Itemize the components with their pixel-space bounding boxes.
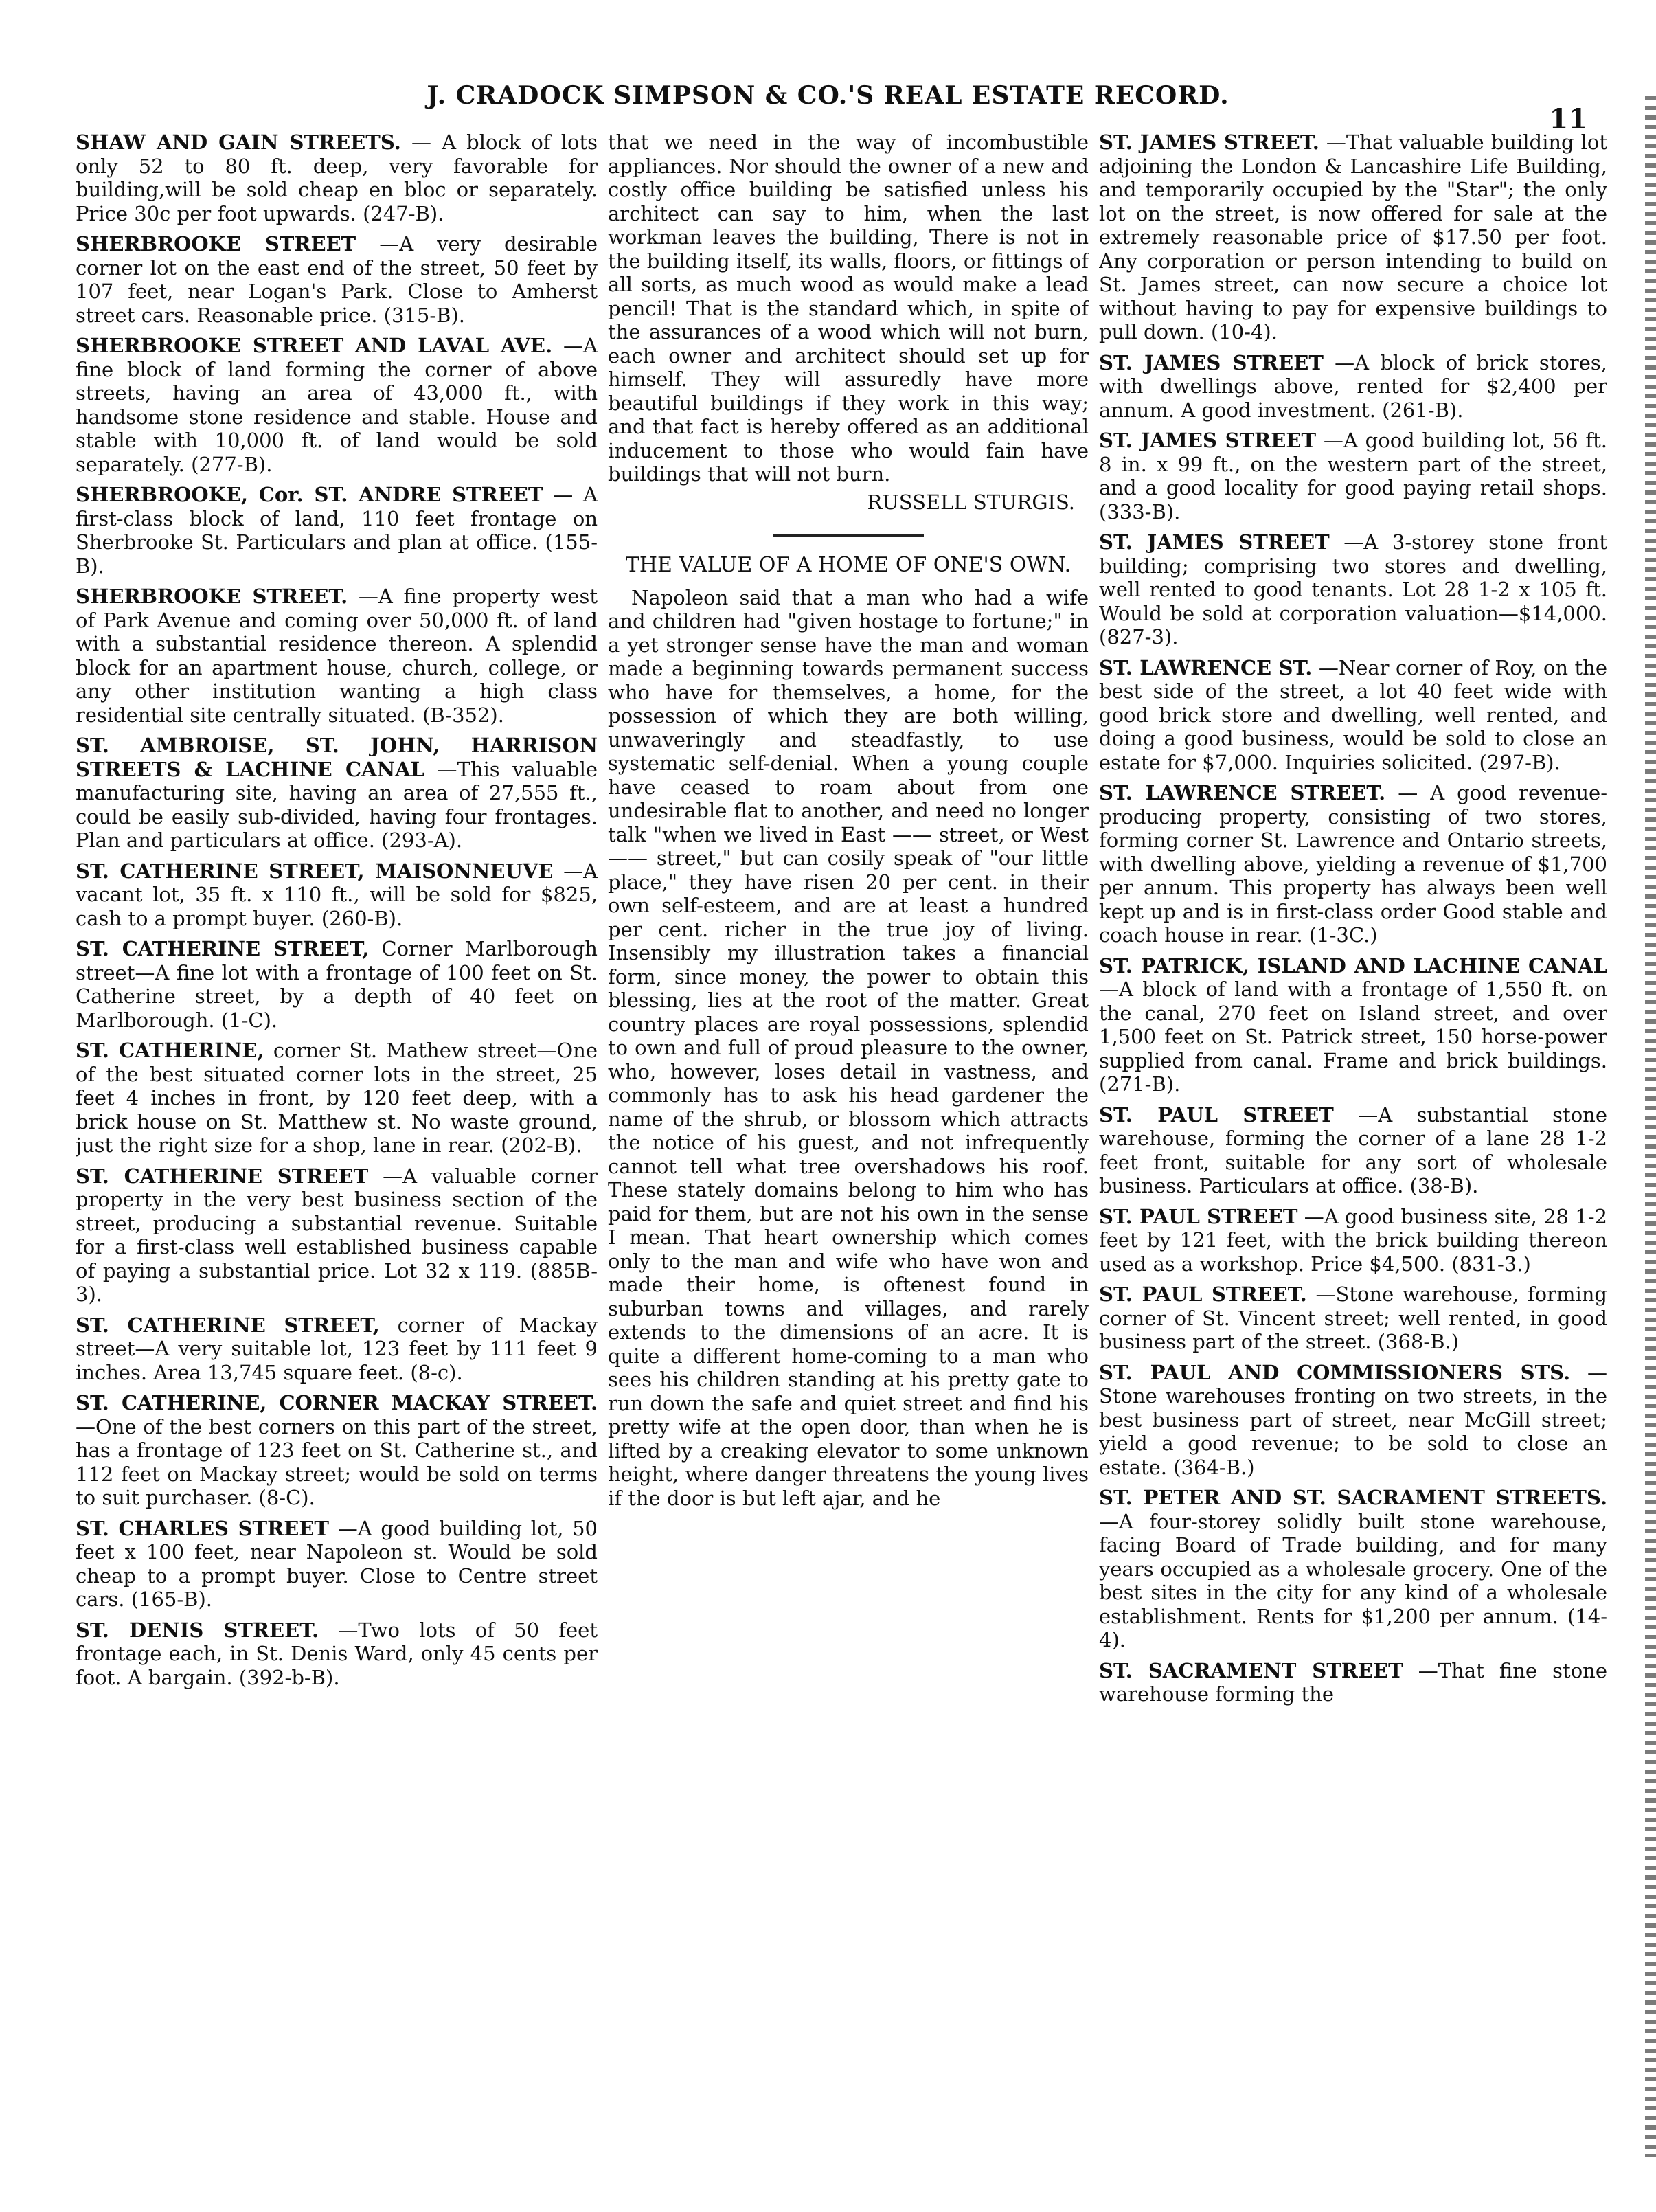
listing-body: —A very desirable corner lot on the east end of the street, 50 feet by 107 feet, near Logan's Park. Close to Amherst street cars. Reasonable price. (315-B).	[76, 232, 598, 327]
listing-heading: ST. CATHERINE, CORNER MACKAY STREET.	[76, 1391, 598, 1414]
listing-heading: ST. PAUL STREET	[1099, 1204, 1298, 1228]
listing-heading: ST. SACRAMENT STREET	[1099, 1658, 1403, 1682]
column-1	[76, 131, 598, 2178]
listing-heading: ST. LAWRENCE ST.	[1099, 655, 1313, 679]
listing-body: —That fine stone warehouse forming the	[1099, 1658, 1607, 1706]
listing-body: —A valuable corner property in the very best business section of the street, producing a substantial revenue. Suitable for a first-class well established business capable of paying a substantial price. Lot 32 x 119. (885B-3).	[76, 1164, 598, 1306]
listing-heading: ST. JAMES STREET	[1099, 429, 1317, 452]
listing-body: —A substantial stone warehouse, forming the corner of a lane 28 1-2 feet front, suitable for any sort of wholesale business. Particulars at office. (38-B).	[1099, 1103, 1607, 1197]
listing-body: —Stone warehouse, forming corner of St. Vincent street; well rented, in good business part of the street. (368-B.)	[1099, 1283, 1607, 1353]
listing-entry	[76, 1313, 598, 1385]
listing-body: —That valuable building lot adjoining the London & Lancashire Life Building, and temporarily occupied by the "Star"; the only lot on the street, is now offered for sale at the extremely reasonable price of $17.50 per foot. Any corporation or person intending to build on St. James street, can now secure a choice lot without having to pay for expensive buildings to pull down. (10-4).	[1099, 131, 1607, 343]
listing-heading: ST. CHARLES STREET	[76, 1516, 330, 1540]
listing-entry	[76, 585, 598, 727]
listing-body: —A 3-storey stone front building; comprising two stores and dwelling, well rented to good tenants. Lot 28 1-2 x 105 ft. Would be sold at corporation valuation—$14,000. (827-3).	[1099, 530, 1607, 648]
listing-entry	[76, 1517, 598, 1612]
listing-entry	[1099, 1283, 1607, 1354]
listing-entry	[1099, 1486, 1607, 1652]
listing-heading: ST. PETER AND ST. SACRAMENT STREETS.	[1099, 1486, 1607, 1509]
listing-heading: ST. AMBROISE, ST. JOHN, HARRISON STREETS & LACHINE CANAL	[76, 734, 598, 781]
listing-entry	[76, 1164, 598, 1307]
listing-heading: SHERBROOKE STREET AND LAVAL AVE.	[76, 334, 553, 357]
listing-body: —One of the best corners on this part of the street, has a frontage of 123 feet on St. Catherine st., and 112 feet on Mackay street; would be sold on terms to suit purchaser. (8-C).	[76, 1414, 598, 1509]
listing-entry	[1099, 1103, 1607, 1198]
signature: RUSSELL STURGIS.	[867, 490, 1075, 514]
listing-body: —This valuable manufacturing site, having an area of 27,555 ft., could be easily sub-divided, having four frontages. Plan and particulars at office. (293-A).	[76, 757, 598, 852]
listing-body: Corner Marlborough street—A fine lot with a frontage of 100 feet on St. Catherine street, by a depth of 40 feet on Marlborough. (1-C).	[76, 937, 598, 1032]
listing-entry	[1099, 351, 1607, 422]
article-title: THE VALUE OF A HOME OF ONE'S OWN.	[625, 553, 1071, 577]
column-2	[608, 131, 1089, 2178]
column-3	[1099, 131, 1607, 2178]
page-number: 11	[1549, 103, 1587, 135]
listing-body: —A fine property west of Park Avenue and coming over 50,000 ft. of land with a substantial residence thereon. A splendid block for an apartment house, church, college, or any other institution wanting a high class residential site centrally situated. (B-352).	[76, 585, 598, 727]
listing-entry	[1099, 781, 1607, 947]
listing-entry	[76, 1391, 598, 1510]
listing-entry	[76, 334, 598, 476]
page-header: J. CRADOCK SIMPSON & CO.'S REAL ESTATE RECORD.	[427, 81, 1229, 110]
listing-heading: ST. CATHERINE STREET	[76, 1164, 369, 1188]
listing-body: —Two lots of 50 feet frontage each, in St. Denis Ward, only 45 cents per foot. A bargain. (392-b-B).	[76, 1618, 598, 1689]
listing-body: — A first-class block of land, 110 feet frontage on Sherbrooke St. Particulars and plan at office. (155-B).	[76, 483, 598, 578]
listing-body: —A fine block of land forming the corner of above streets, having an area of 43,000 ft., with handsome stone residence and stable. House and stable with 10,000 ft. of land would be sold separately. (277-B).	[76, 334, 598, 476]
listing-body: —A good building lot, 50 feet x 100 feet, near Napoleon st. Would be sold cheap to a prompt buyer. Close to Centre street cars. (165-B).	[76, 1516, 598, 1611]
listing-heading: ST. LAWRENCE STREET.	[1099, 781, 1386, 804]
listing-entry	[1099, 1659, 1607, 1706]
continued-paragraph: that we need in the way of incombustible appliances. Nor should the owner of a new and costly office building be satisfied unless his architect can say to him, when the last workman leaves the building, There is not in the building itself, its walls, floors, or fittings of all sorts, as much wood as would make a lead pencil! That is the standard which, in spite of the assurances of a wood which will not burn, each owner and architect should set up for himself. They will assuredly have more beautiful buildings if they work in this way; and that fact is hereby offered as an additional inducement to those who would fain have buildings that will not burn.	[608, 131, 1089, 486]
listing-entry	[1099, 131, 1607, 344]
listing-heading: SHERBROOKE STREET.	[76, 585, 348, 608]
listing-body: —A block of brick stores, with dwellings above, rented for $2,400 per annum. A good investment. (261-B).	[1099, 350, 1607, 422]
listing-heading: ST. PAUL STREET.	[1099, 1283, 1307, 1306]
article-body: Napoleon said that a man who had a wife and children had "given hostage to fortune;" in a yet stronger sense have the man and woman made a beginning towards permanent success who have for themselves, a home, for the possession of which they are both willing, unwaveringly and steadfastly, to use systematic self-denial. When a young couple have ceased to roam about from one undesirable flat to another, and need no longer talk "when we lived in East —— street, or West —— street," but can cosily speak of "our little place," they have risen 20 per cent. in their own self-esteem, and are at least a hundred per cent. richer in the true joy of living. Insensibly my illustration takes a financial form, since money, the power to obtain this blessing, lies at the root of the matter. Great country places are royal possessions, splendid to own and full of proud pleasure to the owner, who, however, loses detail in vastness, and commonly has to ask his head gardener the name of the shrub, or blossom which attracts the notice of his guest, and not infrequently cannot tell what tree overshadows his roof. These stately domains belong to him who has paid for them, but are not his own in the sense I mean. That heart ownership which comes only to the man and wife who have won and made their home, is oftenest found in suburban towns and villages, and rarely extends to the dimensions of an acre. It is quite a different home-coming to a man who sees his children standing at his pretty gate to run down the safe and quiet street and find his pretty wife at the open door, than when he is lifted by a creaking elevator to some unknown height, where danger threatens the young lives if the door is but left ajar, and he	[608, 585, 1089, 1510]
listing-entry	[76, 1618, 598, 1690]
listing-entry	[76, 734, 598, 853]
listing-body: corner St. Mathew street—One of the best situated corner lots in the street, 25 feet 4 inches in front, by 120 feet deep, with a brick house on St. Matthew st. No waste ground, just the right size for a shop, lane in rear. (202-B).	[76, 1039, 598, 1157]
page-edge-scan-artifact	[1645, 96, 1656, 2157]
listing-entry	[1099, 1205, 1607, 1276]
listing-entry	[76, 232, 598, 327]
listing-entry	[76, 131, 598, 225]
listing-entry	[1099, 656, 1607, 775]
listing-entry	[1099, 429, 1607, 523]
listing-entry	[1099, 954, 1607, 1096]
listing-heading: ST. DENIS STREET.	[76, 1618, 319, 1642]
listing-heading: SHERBROOKE STREET	[76, 232, 356, 256]
listing-entry	[76, 483, 598, 578]
listing-heading: SHAW AND GAIN STREETS.	[76, 131, 401, 154]
listing-entry	[1099, 1361, 1607, 1480]
listing-entry	[76, 1039, 598, 1158]
listing-entry	[76, 937, 598, 1032]
listing-body: — A block of lots only 52 to 80 ft. deep, very favorable for building,will be sold cheap en bloc or separately. Price 30c per foot upwards. (247-B).	[76, 131, 598, 225]
listing-heading: ST. JAMES STREET	[1099, 530, 1330, 554]
listing-body: —A vacant lot, 35 ft. x 110 ft., will be sold for $825, cash to a prompt buyer. (260-B).	[76, 859, 598, 930]
listing-body: —Near corner of Roy, on the best side of the street, a lot 40 feet wide with good brick store and dwelling, well rented, and doing a good business, would be sold to close an estate for $7,000. Inquiries solicited. (297-B).	[1099, 655, 1607, 774]
listing-heading: ST. CATHERINE STREET,	[76, 1313, 380, 1337]
listing-entry	[1099, 530, 1607, 649]
listing-heading: ST. CATHERINE,	[76, 1039, 264, 1062]
listing-body: corner of Mackay street—A very suitable lot, 123 feet by 111 feet 9 inches. Area 13,745 square feet. (8-c).	[76, 1313, 598, 1384]
listing-heading: ST. CATHERINE STREET,	[76, 937, 370, 960]
listing-body: —A block of land with a frontage of 1,550 ft. on the canal, 270 feet on Island street, and over 1,500 feet on St. Patrick street, 150 horse-power supplied from canal. Frame and brick buildings. (271-B).	[1099, 978, 1607, 1096]
listing-heading: ST. CATHERINE STREET, MAISONNEUVE	[76, 859, 554, 883]
listing-heading: ST. PAUL STREET	[1099, 1103, 1334, 1127]
listing-heading: SHERBROOKE, Cor. ST. ANDRE STREET	[76, 483, 543, 506]
listing-body: —A good business site, 28 1-2 feet by 121 feet, with the brick building thereon used as a workshop. Price $4,500. (831-3.)	[1099, 1204, 1607, 1276]
listing-heading: ST. JAMES STREET	[1099, 350, 1324, 374]
listing-body: —A four-storey solidly built stone warehouse, facing Board of Trade building, and for many years occupied as a wholesale grocery. One of the best sites in the city for any kind of a wholesale establishment. Rents for $1,200 per annum. (14-4).	[1099, 1509, 1607, 1651]
listing-heading: ST. JAMES STREET.	[1099, 131, 1319, 154]
listing-heading: ST. PATRICK, ISLAND AND LACHINE CANAL	[1099, 953, 1607, 978]
section-divider	[773, 534, 924, 537]
listing-heading: ST. PAUL AND COMMISSIONERS STS.	[1099, 1360, 1571, 1384]
listing-entry	[76, 859, 598, 931]
listing-body: — A good revenue-producing property, consisting of two stores, forming corner St. Lawrence and Ontario streets, with dwelling above, yielding a revenue of $1,700 per annum. This property has always been well kept up and is in first-class order Good stable and coach house in rear. (1-3C.)	[1099, 781, 1607, 947]
listing-body: —Stone warehouses fronting on two streets, in the best business part of street, near McGill street; yield a good revenue; to be sold to close an estate. (364-B.)	[1099, 1360, 1607, 1479]
listing-body: —A good building lot, 56 ft. 8 in. x 99 ft., on the western part of the street, and a good locality for good paying retail shops. (333-B).	[1099, 429, 1607, 523]
